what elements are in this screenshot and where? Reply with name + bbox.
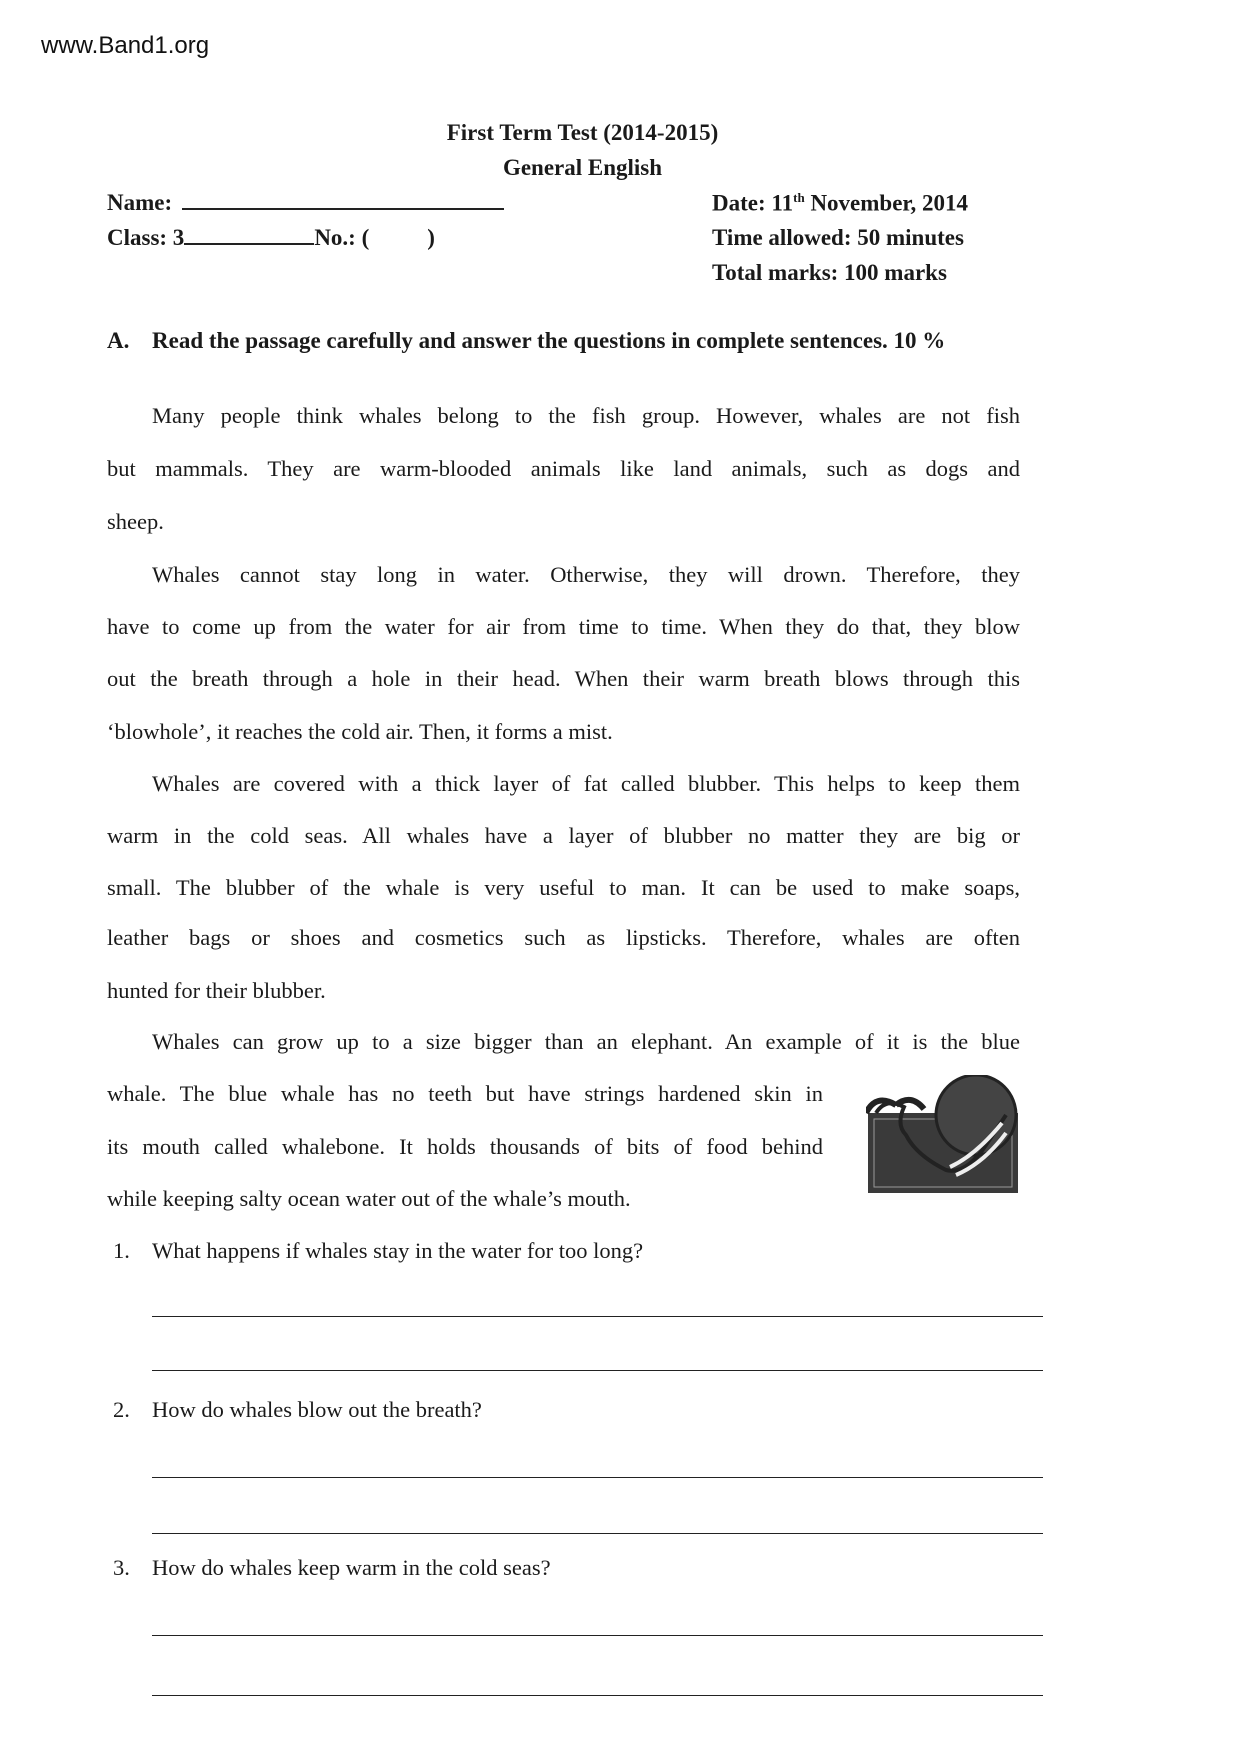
- class-field[interactable]: [107, 225, 435, 251]
- passage-line: hunted for their blubber.: [107, 978, 326, 1003]
- instruction-text: Read the passage carefully and answer the questions in complete sentences. 10 %: [152, 328, 946, 353]
- name-label: Name:: [107, 190, 173, 215]
- passage-line: while keeping salty ocean water out of the whale’s mouth.: [107, 1186, 631, 1211]
- passage-line: have to come up from the water for air from time to time. When they do that, they blow: [107, 614, 1020, 639]
- number-label: No.: (: [314, 225, 370, 250]
- exam-title: First Term Test (2014-2015): [446, 120, 719, 145]
- passage-line: ‘blowhole’, it reaches the cold air. Then, it forms a mist.: [107, 719, 613, 744]
- class-blank[interactable]: [184, 225, 314, 245]
- date-sup: th: [793, 190, 805, 205]
- question-text: What happens if whales stay in the water for too long?: [152, 1238, 644, 1263]
- answer-line[interactable]: [152, 1533, 1043, 1534]
- passage-line: its mouth called whalebone. It holds thousands of bits of food behind: [107, 1134, 823, 1159]
- date-label: Date: 11: [712, 190, 794, 216]
- passage-line: sheep.: [107, 509, 164, 534]
- passage-line: leather bags or shoes and cosmetics such as lipsticks. Therefore, whales are often: [107, 925, 1020, 950]
- passage-line: warm in the cold seas. All whales have a layer of blubber no matter they are big or: [107, 823, 1020, 848]
- passage-line: but mammals. They are warm-blooded animals like land animals, such as dogs and: [107, 456, 1020, 481]
- passage-line: whale. The blue whale has no teeth but have strings hardened skin in: [107, 1081, 823, 1106]
- section-a-instruction: [107, 328, 945, 354]
- passage-line: Many people think whales belong to the fish group. However, whales are not fish: [152, 403, 1020, 428]
- class-label: Class: 3: [107, 225, 185, 250]
- answer-line[interactable]: [152, 1316, 1043, 1317]
- number-close: ): [427, 225, 435, 250]
- section-letter: A.: [107, 328, 130, 353]
- name-field[interactable]: [107, 190, 504, 216]
- question-3: [113, 1555, 551, 1581]
- passage-line: out the breath through a hole in their head. When their warm breath blows through this: [107, 666, 1020, 691]
- question-text: How do whales blow out the breath?: [152, 1397, 482, 1422]
- question-2: [113, 1397, 482, 1423]
- question-text: How do whales keep warm in the cold seas?: [152, 1555, 551, 1580]
- exam-subject: General English: [502, 155, 663, 180]
- passage-line: Whales cannot stay long in water. Otherwise, they will drown. Therefore, they: [152, 562, 1020, 587]
- passage-line: Whales can grow up to a size bigger than an elephant. An example of it is the blue: [152, 1029, 1020, 1054]
- site-watermark[interactable]: www.Band1.org: [41, 32, 210, 59]
- question-1: [113, 1238, 643, 1264]
- date-rest: November, 2014: [804, 190, 969, 216]
- whale-icon: [866, 1075, 1022, 1197]
- answer-line[interactable]: [152, 1695, 1043, 1696]
- question-number: 2.: [113, 1397, 130, 1422]
- answer-line[interactable]: [152, 1635, 1043, 1636]
- date: [712, 190, 968, 217]
- question-number: 1.: [113, 1238, 130, 1263]
- passage-line: small. The blubber of the whale is very useful to man. It can be used to make soaps,: [107, 875, 1020, 900]
- time-allowed: Time allowed: 50 minutes: [712, 225, 964, 250]
- total-marks: Total marks: 100 marks: [712, 260, 947, 285]
- name-blank[interactable]: [182, 190, 504, 210]
- question-number: 3.: [113, 1555, 130, 1580]
- answer-line[interactable]: [152, 1370, 1043, 1371]
- answer-line[interactable]: [152, 1477, 1043, 1478]
- passage-line: Whales are covered with a thick layer of fat called blubber. This helps to keep them: [152, 771, 1020, 796]
